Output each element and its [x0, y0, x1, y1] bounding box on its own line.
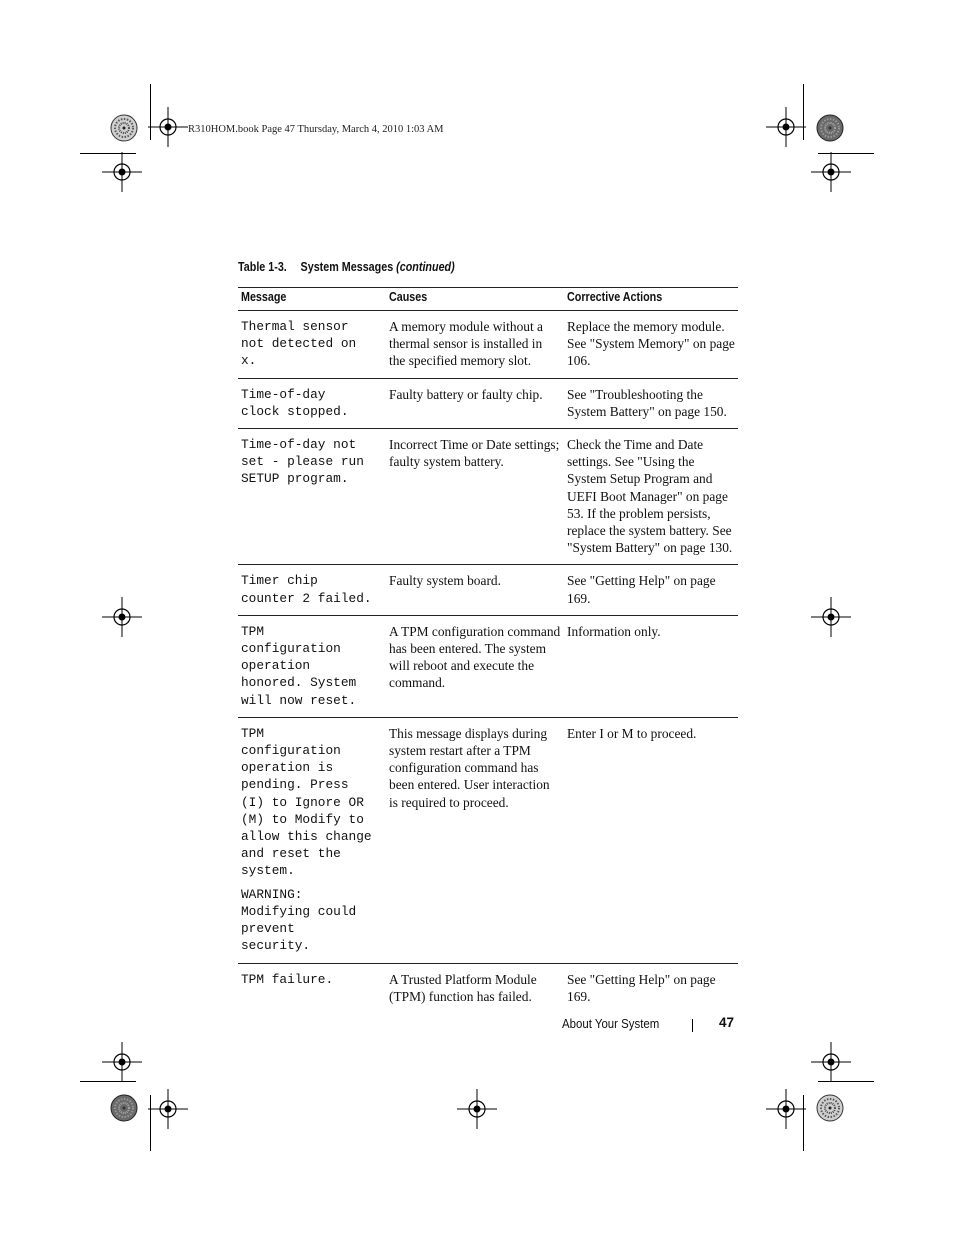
message-cell	[238, 429, 386, 565]
registration-target-icon	[102, 152, 142, 192]
actions-cell: Enter I or M to proceed.	[564, 717, 738, 963]
registration-target-icon	[811, 1042, 851, 1082]
page-number: 47	[719, 1015, 735, 1030]
table-caption	[238, 260, 455, 274]
causes-cell: Faulty system board.	[386, 565, 564, 615]
footer-section-title: About Your System	[562, 1016, 660, 1031]
message-text: Thermal sensor not detected on x.	[241, 319, 357, 369]
table-row	[238, 565, 738, 615]
table-row	[238, 378, 738, 428]
causes-cell: Faulty battery or faulty chip.	[386, 378, 564, 428]
table-caption-continued: (continued)	[396, 260, 455, 274]
actions-cell: See "Troubleshooting the System Battery" on page 150.	[564, 378, 738, 428]
causes-cell: A memory module without a thermal sensor is installed in the specified memory slot.	[386, 311, 564, 379]
table-row	[238, 963, 738, 1013]
actions-cell: Replace the memory module. See "System Memory" on page 106.	[564, 311, 738, 379]
message-text: Timer chip counter 2 failed.	[241, 573, 372, 606]
message-cell	[238, 717, 386, 963]
message-text: TPM configuration operation honored. System will now reset.	[241, 623, 357, 708]
column-header-message: Message	[238, 288, 386, 311]
registration-target-icon	[811, 152, 851, 192]
column-header-corrective-actions: Corrective Actions	[564, 288, 738, 311]
registration-target-icon	[148, 107, 188, 147]
registration-target-icon	[148, 1089, 188, 1129]
registration-target-icon	[811, 597, 851, 637]
registration-target-icon	[766, 107, 806, 147]
table-row	[238, 717, 738, 963]
print-rosette-icon	[110, 1094, 138, 1122]
table-caption-title: System Messages	[300, 260, 394, 274]
table-header-row	[238, 288, 738, 311]
message-cell	[238, 963, 386, 1013]
table-row	[238, 429, 738, 565]
message-cell	[238, 565, 386, 615]
causes-cell: A TPM configuration command has been entered. The system will reboot and execute the command.	[386, 615, 564, 717]
registration-target-icon	[102, 1042, 142, 1082]
system-messages-table	[238, 287, 738, 1013]
message-text: Time-of-day not set - please run SETUP program.	[241, 437, 364, 487]
message-cell	[238, 615, 386, 717]
actions-cell: Check the Time and Date settings. See "Using the System Setup Program and UEFI Boot Manager" on page 53. If the problem persists, replace the system battery. See "System Battery" on page 130.	[564, 429, 738, 565]
actions-cell: See "Getting Help" on page 169.	[564, 565, 738, 615]
table-row	[238, 615, 738, 717]
causes-cell: This message displays during system restart after a TPM configuration command has been entered. User interaction is required to proceed.	[386, 717, 564, 963]
actions-cell: See "Getting Help" on page 169.	[567, 971, 716, 1004]
column-header-causes: Causes	[386, 288, 564, 311]
print-header: R310HOM.book Page 47 Thursday, March 4, 2010 1:03 AM	[188, 124, 444, 135]
table-caption-label: Table 1-3.	[238, 260, 287, 274]
registration-target-icon	[102, 597, 142, 637]
message-warning-text: WARNING: Modifying could prevent security.	[241, 886, 357, 954]
registration-target-icon	[766, 1089, 806, 1129]
footer-divider	[692, 1019, 693, 1032]
print-rosette-icon	[816, 114, 844, 142]
table-row	[238, 311, 738, 379]
message-text: TPM failure.	[241, 971, 334, 987]
message-cell	[238, 378, 386, 428]
message-text: Time-of-day clock stopped.	[241, 386, 349, 419]
print-rosette-icon	[110, 114, 138, 142]
message-text: TPM configuration operation is pending. Press (I) to Ignore OR (M) to Modify to allow this change and reset the system.	[241, 725, 372, 879]
registration-target-icon	[457, 1089, 497, 1129]
message-cell	[238, 311, 386, 379]
actions-cell: Information only.	[564, 615, 738, 717]
causes-cell: A Trusted Platform Module (TPM) function has failed.	[389, 971, 537, 1004]
causes-cell: Incorrect Time or Date settings; faulty system battery.	[386, 429, 564, 565]
print-rosette-icon	[816, 1094, 844, 1122]
